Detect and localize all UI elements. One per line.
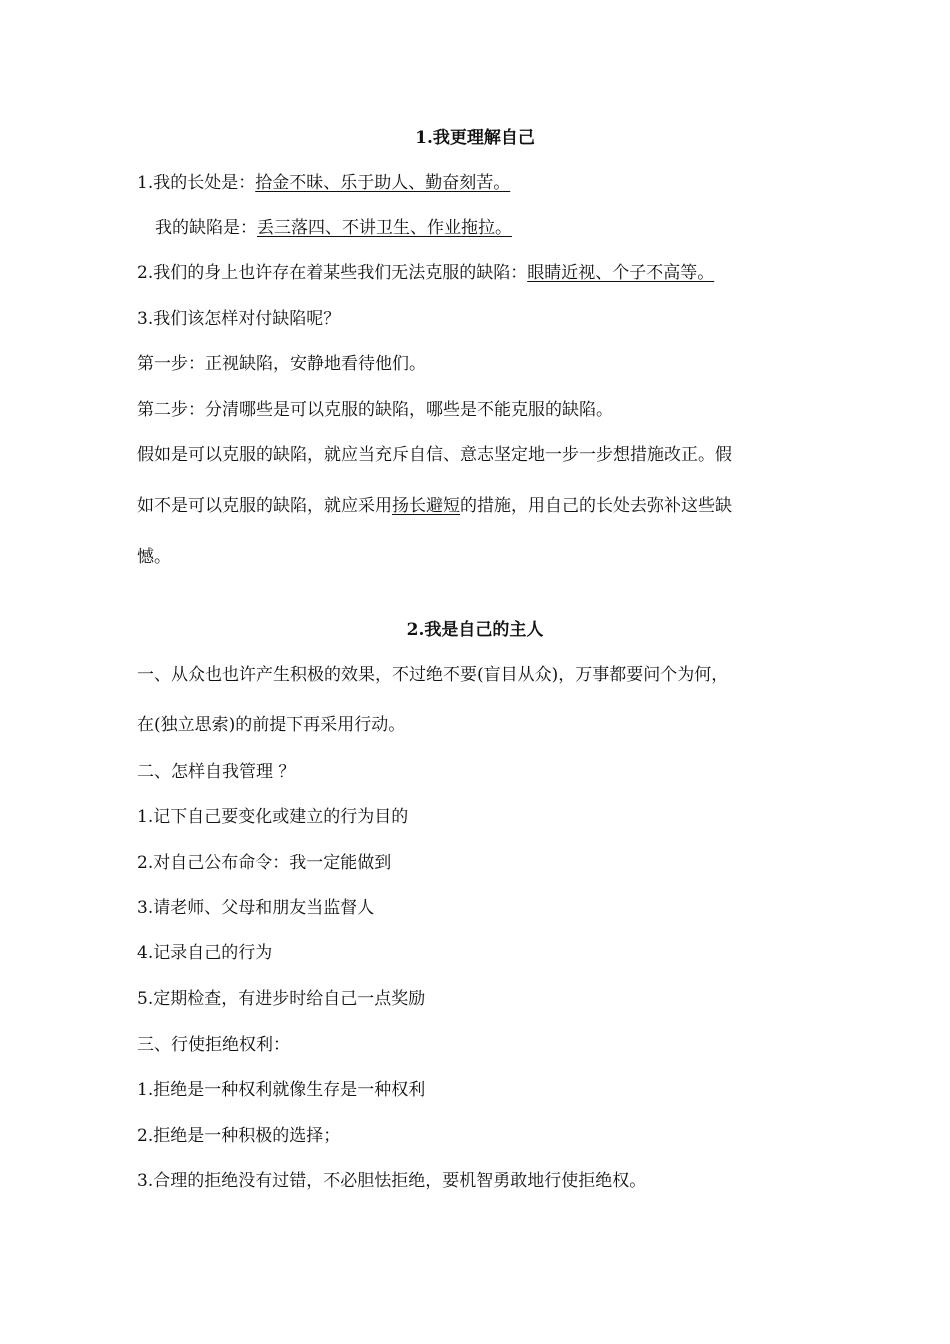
weakness-label: 我的缺陷是： [155,218,257,238]
strengths-line [137,172,510,194]
part-3-item: 1.拒绝是一种权利就像生存是一种权利 [137,1080,426,1100]
part-2-item: 4.记录自己的行为 [137,943,273,963]
item-3-line: 3.我们该怎样对付缺陷呢？ [137,309,341,329]
weakness-line [155,217,512,239]
item-2-line [137,262,714,284]
part-3-item: 2.拒绝是一种积极的选择； [137,1126,341,1146]
paragraph-line-2-underlined: 扬长避短 [392,496,460,516]
paragraph-line-2-start: 如不是可以克服的缺陷，就应采用 [137,496,392,516]
strengths-value: 拾金不昧、乐于助人、勤奋刻苦。 [255,173,511,193]
part-2-item: 5.定期检查，有进步时给自己一点奖励 [137,989,426,1009]
part-3-item: 3.合理的拒绝没有过错，不必胆怯拒绝，要机智勇敢地行使拒绝权。 [137,1171,647,1191]
paragraph-line-1: 假如是可以克服的缺陷，就应当充斥自信、意志坚定地一步一步想措施改正。假 [137,445,732,465]
item-2-value: 眼睛近视、个子不高等。 [527,263,715,283]
part-2-item: 3.请老师、父母和朋友当监督人 [137,898,375,918]
part-2-item: 1.记下自己要变化或建立的行为目的 [137,807,409,827]
paragraph-line-3: 憾。 [137,547,171,567]
part-2-title: 二、怎样自我管理 ？ [137,762,296,782]
paragraph-line-2 [137,495,732,517]
step-1-line: 第一步：正视缺陷，安静地看待他们。 [137,354,426,374]
weakness-value: 丢三落四、不讲卫生、作业拖拉。 [257,218,512,238]
part-1-line-2: 在(独立思索)的前提下再采用行动。 [137,715,406,735]
part-1-line-1: 一、从众也也许产生积极的效果，不过绝不要(盲目从众)，万事都要问个为何， [137,665,729,685]
item-2-text: 2.我们的身上也许存在着某些我们无法克服的缺陷： [137,263,528,283]
part-3-title: 三、行使拒绝权利： [137,1035,290,1055]
part-2-item: 2.对自己公布命令：我一定能做到 [137,853,392,873]
strengths-label: 1.我的长处是： [137,173,256,193]
paragraph-line-2-end: 的措施，用自己的长处去弥补这些缺 [460,496,732,516]
section-2-title: 2.我是自己的主人 [406,620,544,640]
section-1-title: 1.我更理解自己 [415,128,535,148]
step-2-line: 第二步：分清哪些是可以克服的缺陷，哪些是不能克服的缺陷。 [137,400,613,420]
